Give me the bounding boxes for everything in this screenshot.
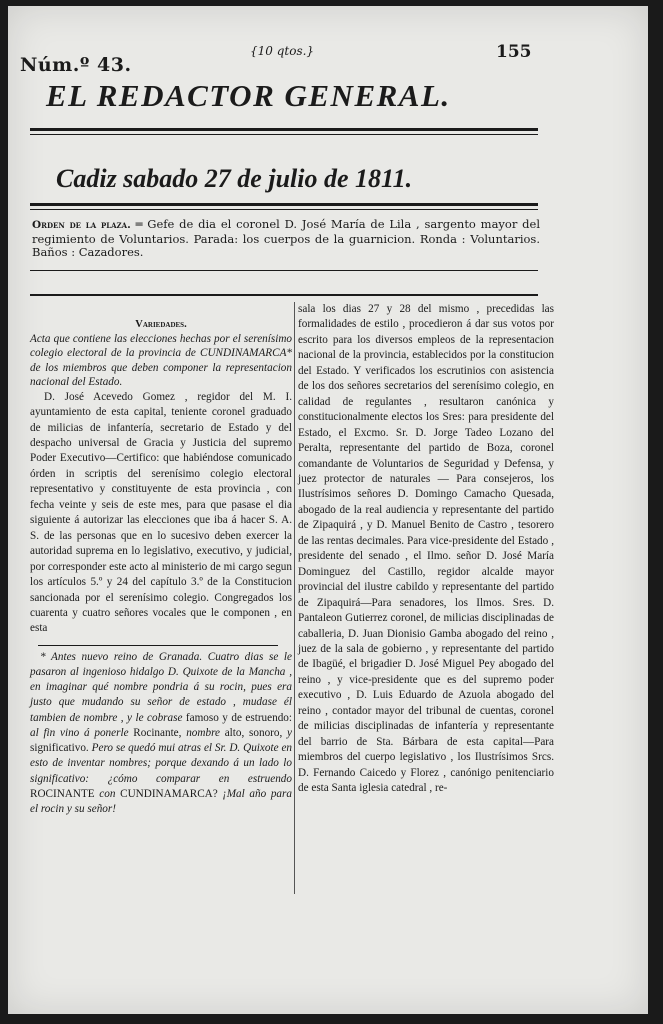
column-divider bbox=[294, 302, 295, 894]
section-heading-variedades: Variedades. bbox=[135, 319, 187, 330]
footnote-text-11: con bbox=[99, 787, 116, 800]
footnote-text-8: significativo. bbox=[30, 742, 92, 755]
page-number: 155 bbox=[496, 42, 532, 62]
masthead-title: EL REDACTOR GENERAL. bbox=[46, 78, 451, 113]
right-column bbox=[298, 302, 554, 797]
footnote-text-5: nombre bbox=[186, 726, 220, 739]
orden-de-la-plaza bbox=[32, 218, 540, 260]
footnote-text-7: y bbox=[287, 726, 293, 739]
right-column-body: sala los dias 27 y 28 del mismo , precedidas las formalidades de estilo , procedieron á dar sus votos por escrito para los diversos empleos de la representacion nacional de la provincia, establecidos por la constitucion del Estado. Y verificados los escrutinios con asistencia de los dos señores secretarios del serenísimo colegio, en calidad de regulantes , resultaron canónica y constitucionalmente electos los Sres: para presidente del Estado, el Excmo. Sr. D. Jorge Tadeo Lozano del Peralta, representante del partido de Boza, coronel comandante de Voluntarios de Seguridad y Defensa, y juez protector de naturales — Para consejeros, los Ilustrísimos señores D. Domingo Camacho Quesada, abogado de la real audiencia y representante del partido de Zipaquirá , y D. Manuel Benito de Castro , tesorero de las rentas decimales. Para vice-presidente del Estado , presidente del senado , el Ilmo. señor D. José María Dominguez del Castillo, regidor alcalde mayor provincial del ilustre cabildo y representante del partido de Zipaquirá—Para senadores, los Ilmos. Sres. D. Pantaleon Gutierrez coronel, de milicias disciplinadas de caballeria, D. Juan Dionisio Gamba abogado del reino , juez de la sala de gobierno , y representante del partido de Ibagüé, el brigadier D. José Miguel Pey abogado del reino , y vice-presidente que es del supremo poder executivo , D. Luis Eduardo de Azuola abogado del reino , contador mayor del tribunal de cuentas, coronel de milicias disciplinadas de infantería y representante del barrio de Sta. Bárbara de esta capital—Para miembros del cuerpo legislativo , los Ilustrísimos Srcs. D. Fernando Caicedo y Florez , canónigo penitenciario de esta Santa iglesia catedral , re- bbox=[298, 303, 554, 795]
footnote-text-12: CUNDINAMARCA? bbox=[115, 787, 223, 800]
footnote-rule bbox=[38, 645, 278, 646]
newspaper-page bbox=[8, 6, 648, 1014]
footnote-text-1: * Antes nuevo reino de Granada. Cuatro dias se le pasaron al ingenioso hidalgo D. Quixote de la Mancha , en imaginar qué nombre pondria á su rocin, pues era justo que mudando su señor de estado , mudase él tambien de nombre , y le cobrase bbox=[30, 650, 292, 724]
footnote-text-3: al fin vino á ponerle bbox=[30, 726, 129, 739]
left-column bbox=[30, 318, 292, 817]
masthead-rule-thick bbox=[30, 128, 538, 131]
footnote bbox=[30, 650, 292, 817]
dateline: Cadiz sabado 27 de julio de 1811. bbox=[56, 164, 413, 193]
dateline-rule-thin bbox=[30, 209, 538, 210]
acta-title: Acta que contiene las elecciones hechas por el serenísimo colegio electoral de la provincia de CUNDINAMARCA* de los miembros que deben componer la representacion nacional del Estado. bbox=[30, 333, 292, 389]
footnote-text-4: Rocinante, bbox=[128, 726, 187, 739]
footnote-text-13: ¡Mal año para el rocin y su señor! bbox=[30, 787, 292, 815]
issue-number: Núm.º 43. bbox=[20, 54, 132, 76]
orden-label: Orden de la plaza. bbox=[32, 219, 131, 231]
dateline-rule-thick bbox=[30, 203, 538, 206]
footnote-text-6: alto, sonoro, bbox=[219, 726, 288, 739]
orden-text: ═ Gefe de dia el coronel D. José María de Lila , sargento mayor del regimiento de Voluntarios. Parada: los cuerpos de la guarnicion. Ronda : Voluntarios. Baños : Cazadores. bbox=[32, 217, 540, 259]
footnote-text-2: famoso y de estruendo: bbox=[182, 711, 292, 724]
left-column-body: D. José Acevedo Gomez , regidor del M. I. ayuntamiento de esta capital, teniente coronel graduado de milicias de infantería, secretario de Estado y del despacho universal de Gracia y Justicia del supremo Poder Executivo—Certifico: que habiéndose comunicado órden in scriptis del serenísimo colegio electoral representativo y constituyente de esta provincia , con fecha veinte y seis de este mes, para que pasase el dia siguiente á autorizar las elecciones que iba á hacer S. A. S. de las personas que en lo sucesivo deben exercer la autoridad suprema en lo legislativo, executivo, y judicial, por corresponder este acto al ministerio de mi cargo segun los artículos 5.º y 24 del capítulo 3.º de la Constitucion sancionada por el serenísimo colegio. Congregados los cuarenta y cuatro señores vocales que le componen , en esta bbox=[30, 390, 292, 635]
orden-rule-bottom bbox=[30, 294, 538, 296]
footnote-text-10: ROCINANTE bbox=[30, 787, 100, 800]
masthead-rule-thin bbox=[30, 134, 538, 135]
orden-rule-top bbox=[30, 270, 538, 271]
issue-note: {10 qtos.} bbox=[250, 44, 315, 58]
footnote-text-9: Pero se quedó mui atras el Sr. D. Quixote en esto de inventar nombres; porque dexando á un lado lo significativo: ¿cómo comparar en estruendo bbox=[30, 742, 292, 785]
